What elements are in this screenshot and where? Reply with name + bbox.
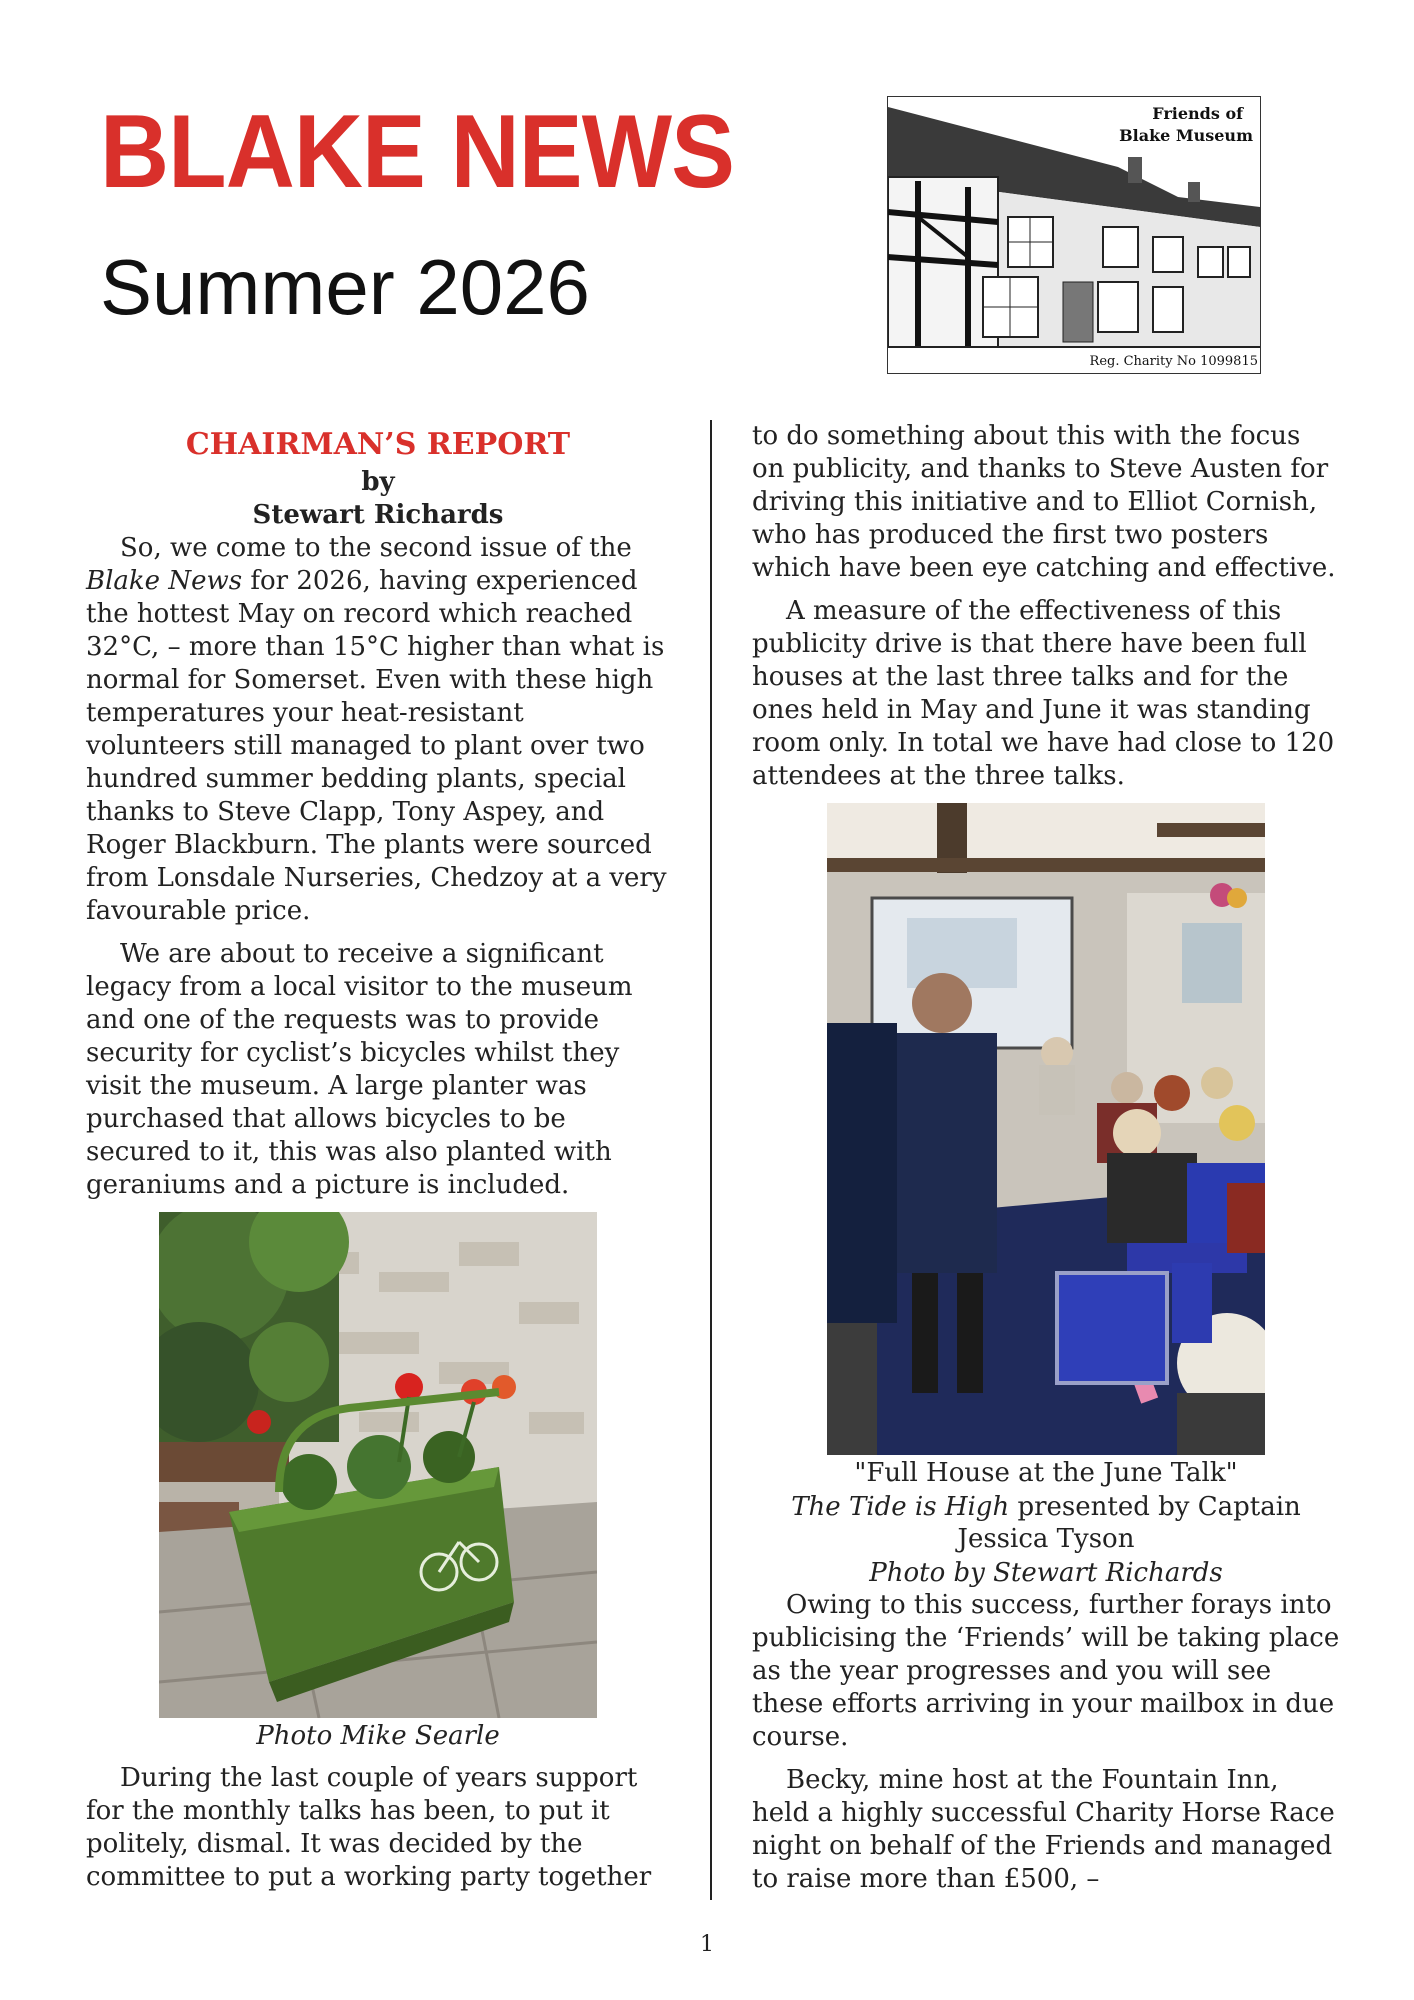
planter-photo-block <box>86 1212 670 1752</box>
talk-photo-caption-talk: The Tide is High presented by Captain Jessica Tyson <box>791 1492 1301 1554</box>
paragraph-effectiveness: A measure of the effectiveness of this publicity drive is that there have been full houses at the last three talks and for the ones held in May and June it was standing room only. In total we have had close to 120 attendees at the three talks. <box>752 596 1335 791</box>
newsletter-title: BLAKE NEWS <box>100 94 734 210</box>
logo-friends-of: Friends of <box>1152 104 1243 123</box>
page-number: 1 <box>700 1932 714 1957</box>
planter-photo <box>159 1212 597 1718</box>
paragraph-legacy: We are about to receive a significant legacy from a local visitor to the museum and one of the requests was to provide security for cyclist’s bicycles whilst they visit the museum. A large planter was purchased that allows bicycles to be secured to it, this was also planted with geraniums and a picture is included. <box>86 939 633 1200</box>
planter-photo-caption: Photo Mike Searle <box>256 1721 500 1751</box>
left-column <box>86 420 670 1894</box>
museum-building-sketch <box>888 97 1260 373</box>
paragraph-talks-support: During the last couple of years support for the monthly talks has been, to put it politely, dismal. It was decided by the committee to put a working party together <box>86 1763 652 1892</box>
column-divider <box>710 420 712 1900</box>
talk-photo-caption-title: "Full House at the June Talk" <box>854 1458 1238 1488</box>
paragraph-intro: So, we come to the second issue of the Blake News for 2026, having experienced the hottest May on record which reached 32°C, – more than 15°C higher than what is normal for Somerset. Even with these high temperatures your heat-resistant volunteers still managed to plant over two hundred summer bedding plants, special thanks to Steve Clapp, Tony Aspey, and Roger Blackburn. The plants were sourced from Lonsdale Nurseries, Chedzoy at a very favourable price. <box>86 533 667 926</box>
talk-photo-block <box>752 803 1340 1589</box>
report-heading: CHAIRMAN’S REPORT <box>185 427 571 462</box>
right-column <box>752 420 1340 1896</box>
museum-logo <box>887 96 1261 374</box>
full-house-photo <box>827 803 1265 1455</box>
report-author: Stewart Richards <box>252 500 504 530</box>
paragraph-publicity: to do something about this with the focus on publicity, and thanks to Steve Austen for driving this initiative and to Elliot Cornish, who has produced the first two posters which have been eye catching and effective. <box>752 421 1336 583</box>
logo-blake-museum: Blake Museum <box>1119 126 1253 145</box>
byline-by: by <box>361 467 395 497</box>
charity-number: Reg. Charity No 1099815 <box>1089 354 1258 369</box>
publication-name: Blake News <box>86 566 243 596</box>
paragraph-fountain-inn: Becky, mine host at the Fountain Inn, held a highly successful Charity Horse Race night on behalf of the Friends and managed to raise more than £500, – <box>752 1765 1335 1894</box>
paragraph-forays: Owing to this success, further forays into publicising the ‘Friends’ will be taking place as the year progresses and you will see these efforts arriving in your mailbox in due course. <box>752 1590 1340 1752</box>
talk-photo-credit: Photo by Stewart Richards <box>869 1558 1223 1588</box>
issue-date: Summer 2026 <box>100 243 590 331</box>
